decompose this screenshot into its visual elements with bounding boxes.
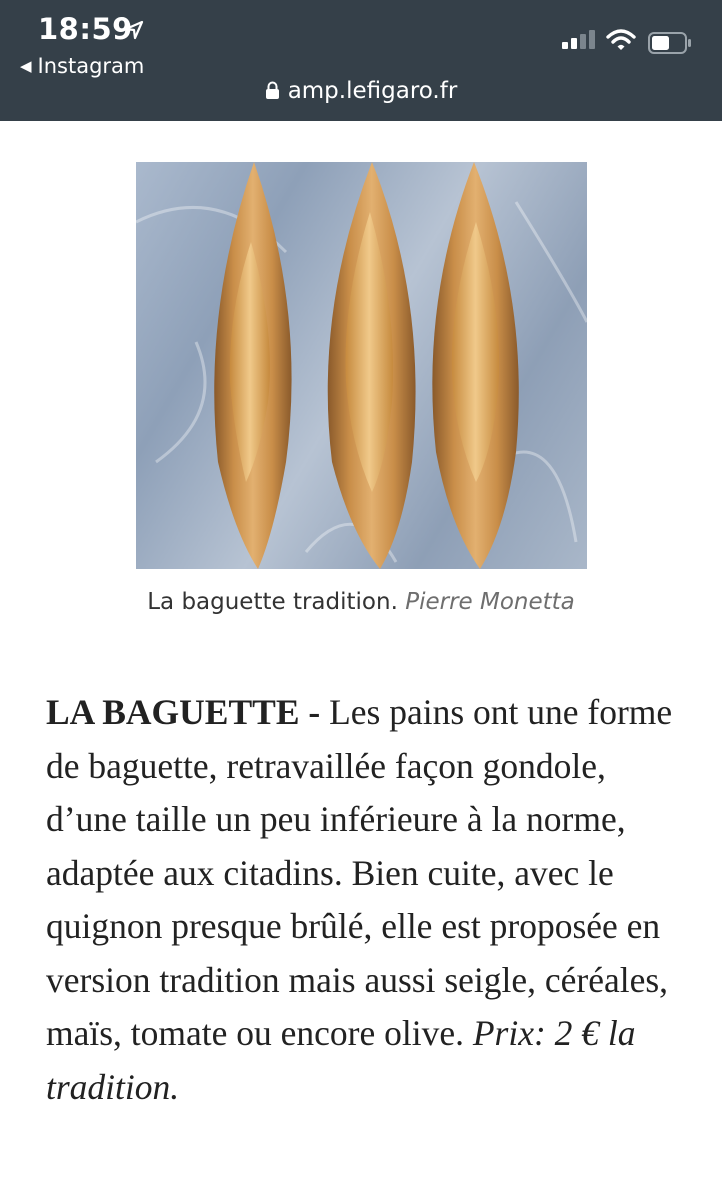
url-domain: amp.lefigaro.fr — [287, 78, 458, 104]
photo-caption — [0, 589, 722, 615]
article-lead: LA BAGUETTE - — [46, 692, 321, 732]
status-time: 18:59 — [38, 12, 133, 46]
baguette-photo — [136, 162, 587, 569]
lock-icon — [265, 81, 280, 100]
caption-text: La baguette tradition. — [147, 589, 398, 615]
article-body: Les pains ont une forme de baguette, retravaillée façon gondole, d’une taille un peu inférieure à la norme, adaptée aux citadins. Bien cuite, avec le quignon presque brûlé, elle est proposée en version tradition mais aussi seigle, céréales, maïs, tomate ou encore olive. — [46, 692, 673, 1053]
article-price: Prix: 2 € la tradition. — [46, 1013, 636, 1107]
signal-icon — [562, 30, 595, 49]
wifi-icon — [606, 28, 636, 52]
back-triangle-icon: ◀ — [20, 57, 32, 75]
battery-icon — [648, 32, 692, 54]
baguettes-illustration — [136, 162, 587, 569]
address-bar[interactable] — [0, 78, 722, 104]
photo-credit: Pierre Monetta — [405, 589, 575, 615]
article-paragraph — [46, 686, 686, 1114]
browser-top-bar — [0, 0, 722, 121]
back-app-label: Instagram — [37, 54, 145, 78]
back-to-app-button[interactable] — [20, 54, 144, 78]
location-arrow-icon — [124, 20, 144, 40]
